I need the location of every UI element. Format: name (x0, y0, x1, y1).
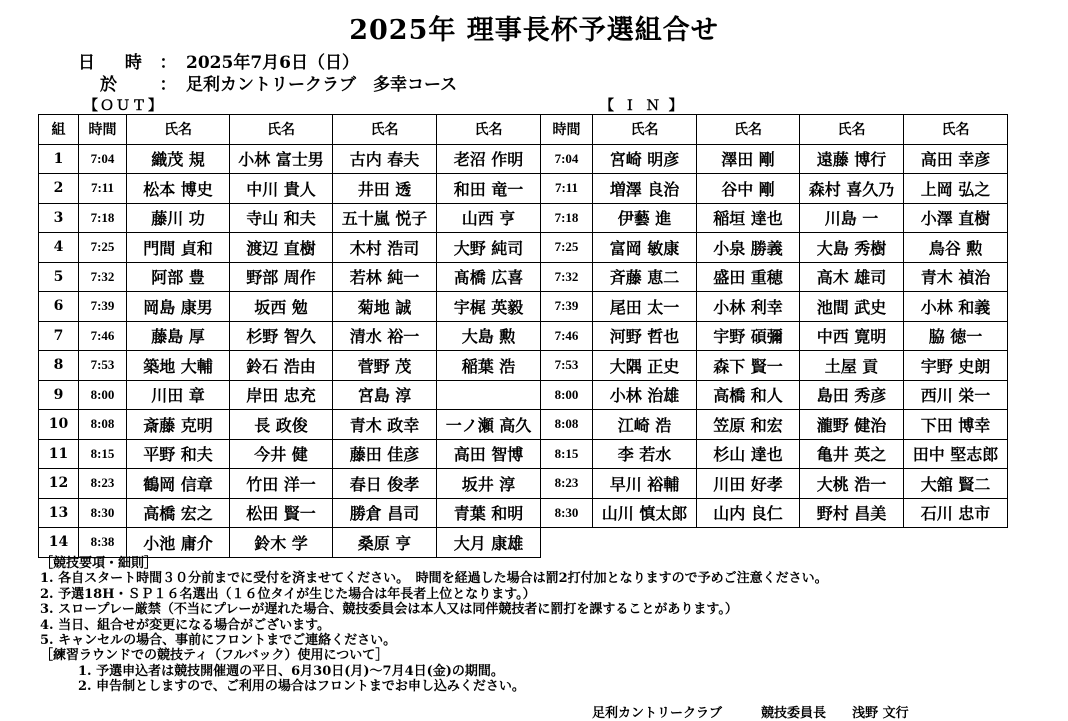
player-name: 五十嵐 悦子 (333, 203, 437, 233)
footer-signature (592, 702, 909, 721)
in-table-row (541, 292, 1008, 322)
in-table-row (541, 233, 1008, 263)
group-number: 13 (39, 498, 79, 528)
group-number: 10 (39, 410, 79, 440)
tee-time: 8:23 (79, 469, 127, 499)
time-header: 時間 (79, 115, 127, 145)
player-name: 大桃 浩一 (800, 469, 904, 499)
player-name: 古内 春夫 (333, 144, 437, 174)
player-name: 小泉 勝義 (697, 233, 800, 263)
note-line: 3. スロープレー厳禁（不当にプレーが遅れた場合、競技委員会は本人又は同伴競技者に罰打を課することがあります。） (40, 602, 738, 618)
out-table-row (39, 262, 541, 292)
in-table-row (541, 144, 1008, 174)
player-name: 野村 昌美 (800, 498, 904, 528)
in-table-row (541, 203, 1008, 233)
player-name: 小林 治雄 (593, 380, 697, 410)
player-name: 寺山 和夫 (230, 203, 333, 233)
player-name: 稲垣 達也 (697, 203, 800, 233)
out-table-row (39, 410, 541, 440)
out-table-row (39, 292, 541, 322)
group-number: 7 (39, 321, 79, 351)
player-name: 菊地 誠 (333, 292, 437, 322)
player-name: 中西 寛明 (800, 321, 904, 351)
player-name: 山西 亨 (437, 203, 541, 233)
out-table-row (39, 498, 541, 528)
player-name: 小池 庸介 (127, 528, 230, 558)
in-table-row (541, 498, 1008, 528)
player-name: 坂西 勉 (230, 292, 333, 322)
note-line: 5. キャンセルの場合、事前にフロントまでご連絡ください。 (40, 633, 397, 649)
player-name: 杉野 智久 (230, 321, 333, 351)
player-name: 阿部 豊 (127, 262, 230, 292)
player-name: 早川 裕輔 (593, 469, 697, 499)
player-name: 門間 貞和 (127, 233, 230, 263)
player-name: 遠藤 博行 (800, 144, 904, 174)
player-name: 岡島 康男 (127, 292, 230, 322)
player-name: 勝倉 昌司 (333, 498, 437, 528)
player-name: 下田 博幸 (904, 410, 1008, 440)
in-table-row (541, 410, 1008, 440)
out-table-row (39, 321, 541, 351)
player-name: 大月 康雄 (437, 528, 541, 558)
tee-time: 8:23 (541, 469, 593, 499)
player-name: 稲葉 浩 (437, 351, 541, 381)
name-header: 氏名 (437, 115, 541, 145)
name-header: 氏名 (593, 115, 697, 145)
player-name: 富岡 敏康 (593, 233, 697, 263)
player-name: 伊藝 進 (593, 203, 697, 233)
player-name: 青木 禎治 (904, 262, 1008, 292)
tee-time: 8:00 (541, 380, 593, 410)
player-name: 池間 武史 (800, 292, 904, 322)
tee-time: 7:53 (79, 351, 127, 381)
tee-time: 8:08 (79, 410, 127, 440)
group-number: 3 (39, 203, 79, 233)
name-header: 氏名 (800, 115, 904, 145)
player-name: 石川 忠市 (904, 498, 1008, 528)
player-name: 青葉 和明 (437, 498, 541, 528)
group-number: 2 (39, 174, 79, 204)
page-title: 2025年 理事長杯予選組合せ (349, 15, 719, 46)
footer-role: 競技委員長 (761, 706, 827, 721)
note-line: 4. 当日、組合せが変更になる場合がございます。 (40, 617, 331, 633)
out-table-row (39, 528, 541, 558)
tee-time: 7:25 (79, 233, 127, 263)
in-section-label: 【 Ｉ Ｎ 】 (600, 98, 685, 114)
player-name: 松田 賢一 (230, 498, 333, 528)
in-header-row (541, 115, 1008, 145)
tee-time: 7:39 (541, 292, 593, 322)
group-number: 1 (39, 144, 79, 174)
note-line: ［練習ラウンドでの競技ティ（フルバック）使用について］ (40, 648, 389, 664)
player-name: 大隅 正史 (593, 351, 697, 381)
player-name: 菅野 茂 (333, 351, 437, 381)
player-name: 清水 裕一 (333, 321, 437, 351)
player-name: 今井 健 (230, 439, 333, 469)
tee-time: 7:18 (79, 203, 127, 233)
in-table-row (541, 380, 1008, 410)
group-number: 9 (39, 380, 79, 410)
tee-time: 7:25 (541, 233, 593, 263)
player-name: 小林 富士男 (230, 144, 333, 174)
out-table-body (39, 115, 541, 558)
out-table-row (39, 144, 541, 174)
in-table-row (541, 262, 1008, 292)
out-table-row (39, 351, 541, 381)
player-name: 盛田 重穂 (697, 262, 800, 292)
player-name: 築地 大輔 (127, 351, 230, 381)
player-name: 高田 幸彦 (904, 144, 1008, 174)
player-name: 河野 哲也 (593, 321, 697, 351)
player-name: 宇野 碩彌 (697, 321, 800, 351)
out-table-row (39, 174, 541, 204)
player-name: 李 若水 (593, 439, 697, 469)
tee-time: 8:00 (79, 380, 127, 410)
group-number: 5 (39, 262, 79, 292)
tee-time: 7:32 (79, 262, 127, 292)
player-name: 髙橋 広喜 (437, 262, 541, 292)
in-table-row (541, 469, 1008, 499)
venue-line (78, 70, 457, 95)
player-name: 坂井 淳 (437, 469, 541, 499)
player-name: 渡辺 直樹 (230, 233, 333, 263)
in-table-body (541, 115, 1008, 528)
out-table-row (39, 439, 541, 469)
rules-notes (40, 556, 828, 695)
note-line: 2. 予選18H・ＳＰ１６名選出（１６位タイが生じた場合は年長者上位となります。） (40, 586, 536, 602)
player-name: 瀧野 健治 (800, 410, 904, 440)
player-name: 澤田 剛 (697, 144, 800, 174)
player-name: 鳥谷 勲 (904, 233, 1008, 263)
player-name: 森下 賢一 (697, 351, 800, 381)
player-name: 宮島 淳 (333, 380, 437, 410)
player-name: 杉山 達也 (697, 439, 800, 469)
player-name: 亀井 英之 (800, 439, 904, 469)
tee-time: 7:18 (541, 203, 593, 233)
player-name: 小林 利幸 (697, 292, 800, 322)
player-name: 宮崎 明彦 (593, 144, 697, 174)
player-name: 野部 周作 (230, 262, 333, 292)
player-name: 小澤 直樹 (904, 203, 1008, 233)
tee-time: 8:38 (79, 528, 127, 558)
player-name: 高橋 宏之 (127, 498, 230, 528)
player-name: 藤島 厚 (127, 321, 230, 351)
player-name: 平野 和夫 (127, 439, 230, 469)
date-key: 日 時 (78, 53, 154, 73)
player-name: 井田 透 (333, 174, 437, 204)
player-name (437, 380, 541, 410)
tee-time: 8:15 (79, 439, 127, 469)
player-name: 谷中 剛 (697, 174, 800, 204)
player-name: 増澤 良治 (593, 174, 697, 204)
in-table-row (541, 439, 1008, 469)
group-number: 4 (39, 233, 79, 263)
player-name: 田中 堅志郎 (904, 439, 1008, 469)
out-section-label: 【ＯＵＴ】 (84, 98, 164, 114)
player-name: 藤田 佳彦 (333, 439, 437, 469)
player-name: 小林 和義 (904, 292, 1008, 322)
player-name: 鈴木 学 (230, 528, 333, 558)
player-name: 島田 秀彦 (800, 380, 904, 410)
player-name: 鈴石 浩由 (230, 351, 333, 381)
name-header: 氏名 (697, 115, 800, 145)
name-header: 氏名 (230, 115, 333, 145)
player-name: 斉藤 恵二 (593, 262, 697, 292)
player-name: 岸田 忠充 (230, 380, 333, 410)
player-name: 土屋 貢 (800, 351, 904, 381)
footer-person: 浅野 文行 (852, 706, 909, 721)
note-line: 1. 各自スタート時間３０分前までに受付を済ませてください。 時間を経過した場合は罰2打付加となりますので予めご注意ください。 (40, 571, 828, 587)
player-name: 高田 智博 (437, 439, 541, 469)
group-number: 11 (39, 439, 79, 469)
player-name: 川田 好孝 (697, 469, 800, 499)
player-name: 森村 喜久乃 (800, 174, 904, 204)
player-name: 木村 浩司 (333, 233, 437, 263)
venue-value: 足利カントリークラブ 多幸コース (186, 75, 458, 95)
tee-time: 8:15 (541, 439, 593, 469)
out-table-row (39, 380, 541, 410)
group-number: 8 (39, 351, 79, 381)
group-number: 6 (39, 292, 79, 322)
in-table-row (541, 351, 1008, 381)
player-name: 大島 秀樹 (800, 233, 904, 263)
player-name: 若林 純一 (333, 262, 437, 292)
tee-time: 8:08 (541, 410, 593, 440)
player-name: 鶴岡 信章 (127, 469, 230, 499)
note-line: ［競技要項・細則］ (40, 556, 158, 571)
player-name: 織茂 規 (127, 144, 230, 174)
player-name: 山内 良仁 (697, 498, 800, 528)
tee-time: 8:30 (541, 498, 593, 528)
name-header: 氏名 (127, 115, 230, 145)
out-table (38, 114, 541, 558)
player-name: 高木 雄司 (800, 262, 904, 292)
player-name: 竹田 洋一 (230, 469, 333, 499)
in-table (540, 114, 1008, 528)
player-name: 川田 章 (127, 380, 230, 410)
player-name: 青木 政幸 (333, 410, 437, 440)
player-name: 宇野 史朗 (904, 351, 1008, 381)
tee-time: 7:46 (541, 321, 593, 351)
player-name: 西川 栄一 (904, 380, 1008, 410)
player-name: 斎藤 克明 (127, 410, 230, 440)
player-name: 中川 貴人 (230, 174, 333, 204)
in-table-row (541, 174, 1008, 204)
tee-time: 8:30 (79, 498, 127, 528)
player-name: 川島 一 (800, 203, 904, 233)
venue-key: 於 (100, 75, 129, 95)
player-name: 尾田 太一 (593, 292, 697, 322)
player-name: 笠原 和宏 (697, 410, 800, 440)
in-table-row (541, 321, 1008, 351)
player-name: 藤川 功 (127, 203, 230, 233)
name-header: 氏名 (333, 115, 437, 145)
out-table-row (39, 233, 541, 263)
player-name: 大野 純司 (437, 233, 541, 263)
player-name: 松本 博史 (127, 174, 230, 204)
player-name: 大舘 賢二 (904, 469, 1008, 499)
footer-club: 足利カントリークラブ (592, 706, 723, 721)
player-name: 江崎 浩 (593, 410, 697, 440)
tee-time: 7:46 (79, 321, 127, 351)
name-header: 氏名 (904, 115, 1008, 145)
player-name: 山川 慎太郎 (593, 498, 697, 528)
player-name: 和田 竜一 (437, 174, 541, 204)
tee-time: 7:11 (541, 174, 593, 204)
time-header: 時間 (541, 115, 593, 145)
player-name: 長 政俊 (230, 410, 333, 440)
note-line: 2. 申告制としますので、ご利用の場合はフロントまでお申し込みください。 (78, 679, 525, 695)
player-name: 桑原 亨 (333, 528, 437, 558)
player-name: 一ノ瀬 高久 (437, 410, 541, 440)
venue-colon: ： (159, 75, 177, 95)
player-name: 老沼 作明 (437, 144, 541, 174)
out-header-row (39, 115, 541, 145)
tee-time: 7:04 (79, 144, 127, 174)
tee-time: 7:32 (541, 262, 593, 292)
tee-time: 7:04 (541, 144, 593, 174)
group-header: 組 (39, 115, 79, 145)
out-table-row (39, 203, 541, 233)
tee-time: 7:11 (79, 174, 127, 204)
group-number: 14 (39, 528, 79, 558)
date-value: 2025年7月6日（日） (186, 53, 359, 73)
date-colon: ： (159, 53, 177, 73)
tee-time: 7:39 (79, 292, 127, 322)
player-name: 宇梶 英毅 (437, 292, 541, 322)
player-name: 大島 勲 (437, 321, 541, 351)
player-name: 脇 徳一 (904, 321, 1008, 351)
group-number: 12 (39, 469, 79, 499)
player-name: 上岡 弘之 (904, 174, 1008, 204)
tee-time: 7:53 (541, 351, 593, 381)
note-line: 1. 予選申込者は競技開催週の平日、6月30日(月)～7月4日(金)の期間。 (78, 663, 504, 679)
player-name: 春日 俊孝 (333, 469, 437, 499)
out-table-row (39, 469, 541, 499)
player-name: 高橋 和人 (697, 380, 800, 410)
